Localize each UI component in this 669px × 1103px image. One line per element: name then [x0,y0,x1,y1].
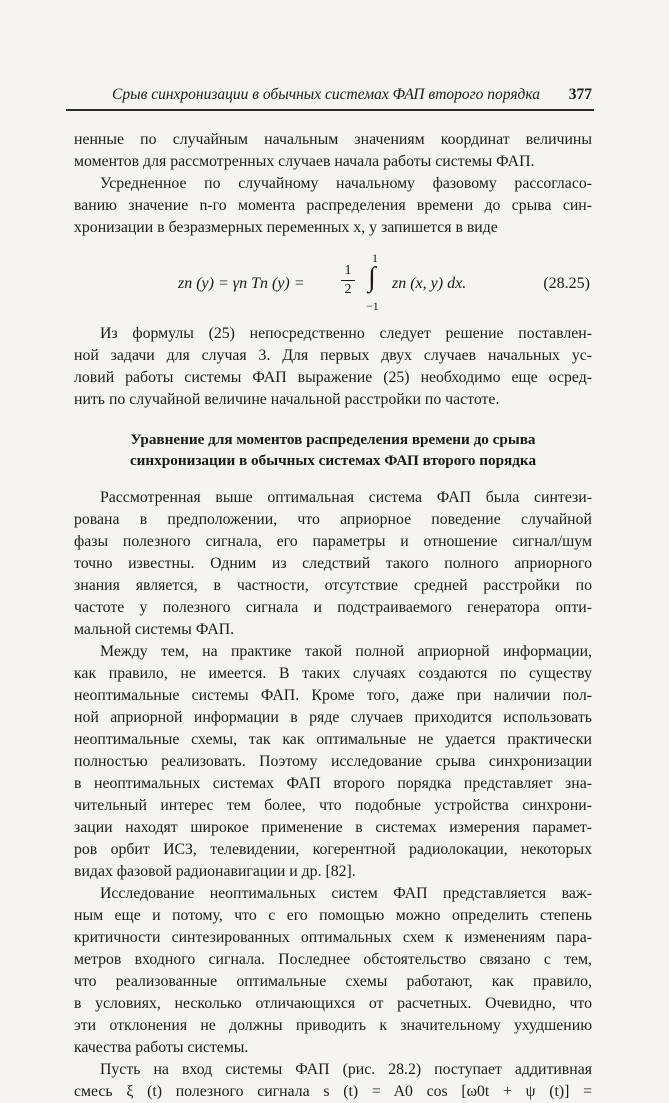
text-line: эти отклонения не должны приводить к значительному ухудшению [74,1017,592,1034]
header-rule [66,109,594,111]
integral-upper-limit: 1 [372,251,378,265]
page-body [74,129,592,1103]
paragraph-6 [74,883,592,1059]
text-line: ванию значение n-го момента распределения времени до срыва син- [74,197,592,214]
text-line: ров орбит ИСЗ, телевидении, когерентной радиолокации, некоторых [74,841,592,858]
fraction-one-half [341,263,355,298]
text-line: точно известны. Одним из следствий такого полного априорного [74,555,592,572]
text-line: критичности синтезированных оптимальных схем к изменениям пара- [74,929,592,946]
integral-sign [366,253,386,311]
heading-line: Уравнение для моментов распределения времени до срыва [130,431,536,448]
text-line: ненные по случайным начальным значениям координат величины [74,131,592,148]
text-line: как правило, не имеется. В таких случаях создаются по существу [74,665,592,682]
running-header [66,86,594,110]
text-line: Пусть на вход системы ФАП (рис. 28.2) поступает аддитивная [100,1061,592,1078]
text-line: смесь ξ (t) полезного сигнала s (t) = A0 cos [ω0t + ψ (t)] = [74,1083,592,1100]
text-line: неоптимальные системы ФАП. Кроме того, даже при наличии пол- [74,687,592,704]
text-line: Рассмотренная выше оптимальная система ФАП была синтези- [100,489,592,506]
text-line: в условиях, несколько отличающихся от расчетных. Очевидно, что [74,995,592,1012]
text-line: фазы полезного сигнала, его параметры и отношение сигнал/шум [74,533,592,550]
text-line: знания является, в частности, отсутствие средней расстройки по [74,577,592,594]
paragraph-2 [74,173,592,239]
text-line: ной задачи для случая 3. Для первых двух случаев начальных ус- [74,347,592,364]
heading-line: синхронизации в обычных системах ФАП второго порядка [129,452,537,469]
text-line: полностью реализовать. Поэтому исследование срыва синхронизации [74,753,592,770]
text-line: Усредненное по случайному начальному фазовому рассогласо- [100,175,592,192]
paragraph-7 [74,1059,592,1103]
equation-number: (28.25) [543,275,590,292]
text-line: Исследование неоптимальных систем ФАП представляется важ- [100,885,592,902]
section-heading [74,429,592,471]
text-line: Между тем, на практике такой полной априорной информации, [100,643,592,660]
fraction-numerator: 1 [344,263,352,278]
paragraph-3 [74,323,592,411]
page-number: 377 [568,86,592,103]
paragraph-1 [74,129,592,173]
equation-lhs: zn (y) = γn Tn (y) = [178,275,305,292]
text-line: что реализованные оптимальные схемы работают, как правило, [74,973,592,990]
text-line: в неоптимальных системах ФАП второго порядка представляет зна- [74,775,592,792]
text-line: мальной системы ФАП. [74,621,235,638]
text-line: неоптимальные схемы, так как оптимальные не удается практически [74,731,592,748]
text-line: ной априорной информации в ряде случаев приходится использовать [74,709,592,726]
equation-28-25 [74,253,592,311]
text-line: метров входного сигнала. Последнее обстоятельство связано с тем, [74,951,592,968]
text-line: частоте у полезного сигнала и подстраиваемого генератора опти- [74,599,592,616]
text-line: ным еще и потому, что с его помощью можно определить степень [74,907,592,924]
integral-lower-limit: −1 [366,299,379,313]
running-title: Срыв синхронизации в обычных системах ФАП второго порядка [112,86,541,103]
text-line: моментов для рассмотренных случаев начала работы системы ФАП. [74,153,535,170]
text-line: ловий работы системы ФАП выражение (25) необходимо еще осред- [74,369,592,386]
integral-symbol-icon: ∫ [368,262,376,293]
fraction-denominator: 2 [344,282,352,297]
text-line: качества работы системы. [74,1039,249,1056]
text-line: видах фазовой радионавигации и др. [82]. [74,863,356,880]
paragraph-5 [74,641,592,883]
text-line: нить по случайной величине начальной расстройки по частоте. [74,391,500,408]
text-line: зации находят широкое применение в системах измерения парамет- [74,819,592,836]
text-line: рована в предположении, что априорное поведение случайной [74,511,592,528]
paragraph-4 [74,487,592,641]
text-line: чительный интерес тем более, что подобные устройства синхрони- [74,797,592,814]
text-line: Из формулы (25) непосредственно следует решение поставлен- [100,325,592,342]
text-line: хронизации в безразмерных переменных x, y запишется в виде [74,219,498,236]
integrand: zn (x, y) dx. [392,275,467,292]
